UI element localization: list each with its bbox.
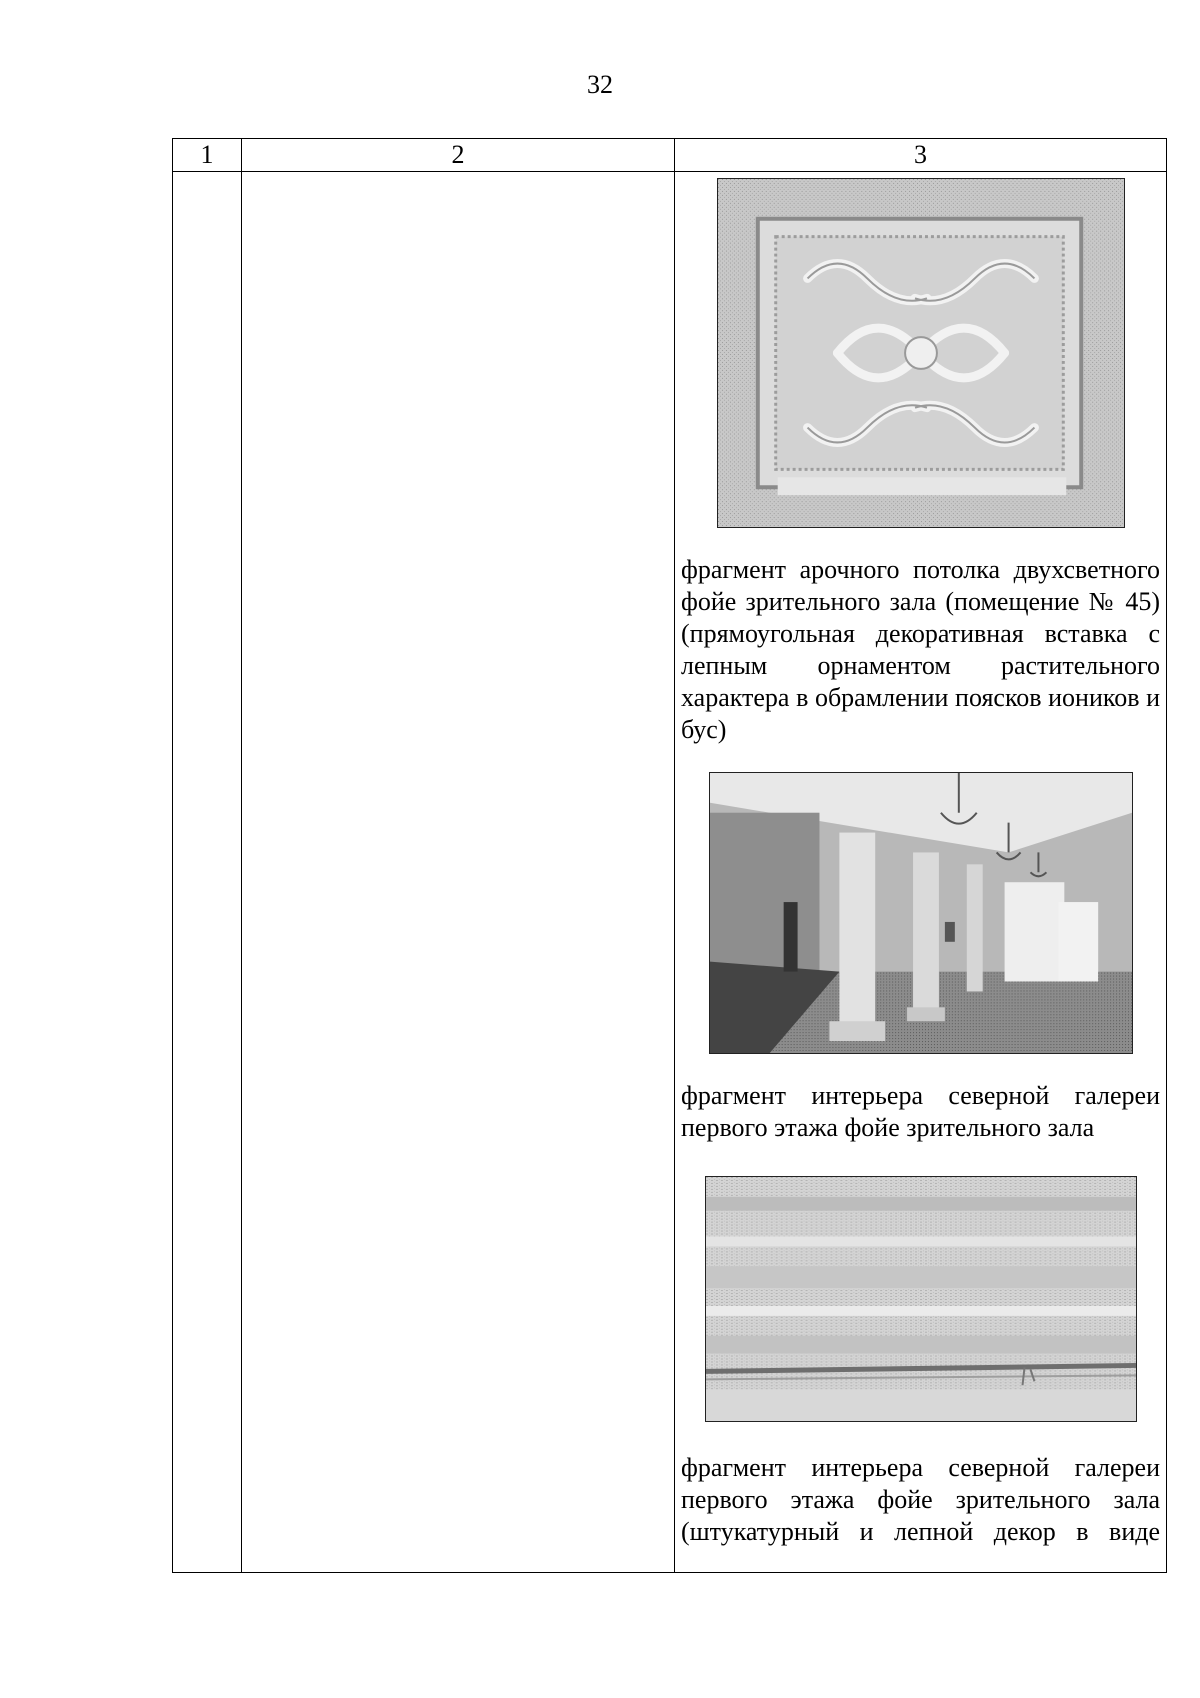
table-header-row	[173, 139, 1167, 172]
cell-number	[173, 172, 242, 1573]
column-header-3: 3	[675, 139, 1167, 172]
table-body-row	[173, 172, 1167, 1573]
plaster-molding-photo	[705, 1176, 1137, 1422]
page-number: 32	[587, 70, 613, 99]
figure-1-caption: фрагмент арочного потолка двухсветного фойе зрительного зала (помещение № 45) (прямоугольная декоративная вставка с лепным орнаментом растительного характера в обрамлении поясков иоников и бус)	[681, 555, 1160, 744]
gallery-columns-photo	[709, 772, 1133, 1054]
content-table	[172, 138, 1167, 1573]
figure-3-caption: фрагмент интерьера северной галереи первого этажа фойе зрительного зала (штукатурный и лепной декор в виде	[681, 1453, 1160, 1546]
cell-description	[242, 172, 675, 1573]
column-header-1: 1	[173, 139, 242, 172]
column-header-2: 2	[242, 139, 675, 172]
cell-illustrations	[675, 172, 1167, 1573]
figure-2-caption: фрагмент интерьера северной галереи первого этажа фойе зрительного зала	[681, 1081, 1160, 1142]
ceiling-ornament-photo	[717, 178, 1125, 528]
